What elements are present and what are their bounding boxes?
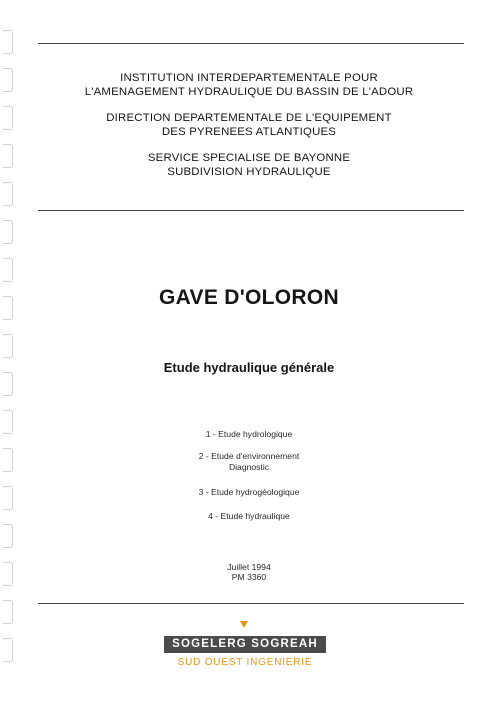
contents-item-1: 1 - Etude hydrologique — [205, 429, 293, 439]
document-title: GAVE D'OLORON — [158, 286, 339, 309]
institution-line-2: L'AMENAGEMENT HYDRAULIQUE DU BASSIN DE L'ADOUR — [84, 86, 414, 98]
publication-date: Juillet 1994 — [227, 562, 271, 572]
contents-item-2-detail: Diagnostic — [228, 462, 270, 472]
service-line-1: SERVICE SPECIALISE DE BAYONNE — [147, 152, 351, 164]
footer-rule — [38, 603, 464, 604]
direction-line-1: DIRECTION DEPARTEMENTALE DE L'EQUIPEMENT — [106, 112, 392, 124]
contents-item-4: 4 - Etude hydraulique — [208, 511, 290, 521]
reference-number: PM 3360 — [231, 572, 267, 582]
direction-line-2: DES PYRENEES ATLANTIQUES — [161, 126, 337, 138]
logo-triangle-icon — [240, 621, 248, 628]
company-logo: SOGELERG SOGREAH — [164, 636, 326, 653]
document-subtitle: Etude hydraulique générale — [163, 360, 335, 375]
contents-item-3: 3 - Etude hydrogéologique — [198, 487, 300, 497]
company-logo-subline: SUD OUEST INGENIERIE — [177, 657, 313, 668]
service-line-2: SUBDIVISION HYDRAULIQUE — [167, 166, 331, 178]
binding-holes — [0, 0, 18, 704]
header-rule — [38, 210, 464, 211]
contents-item-2: 2 - Etude d'environnement — [198, 451, 300, 461]
top-rule — [38, 43, 464, 44]
institution-line-1: INSTITUTION INTERDEPARTEMENTALE POUR — [120, 72, 378, 84]
